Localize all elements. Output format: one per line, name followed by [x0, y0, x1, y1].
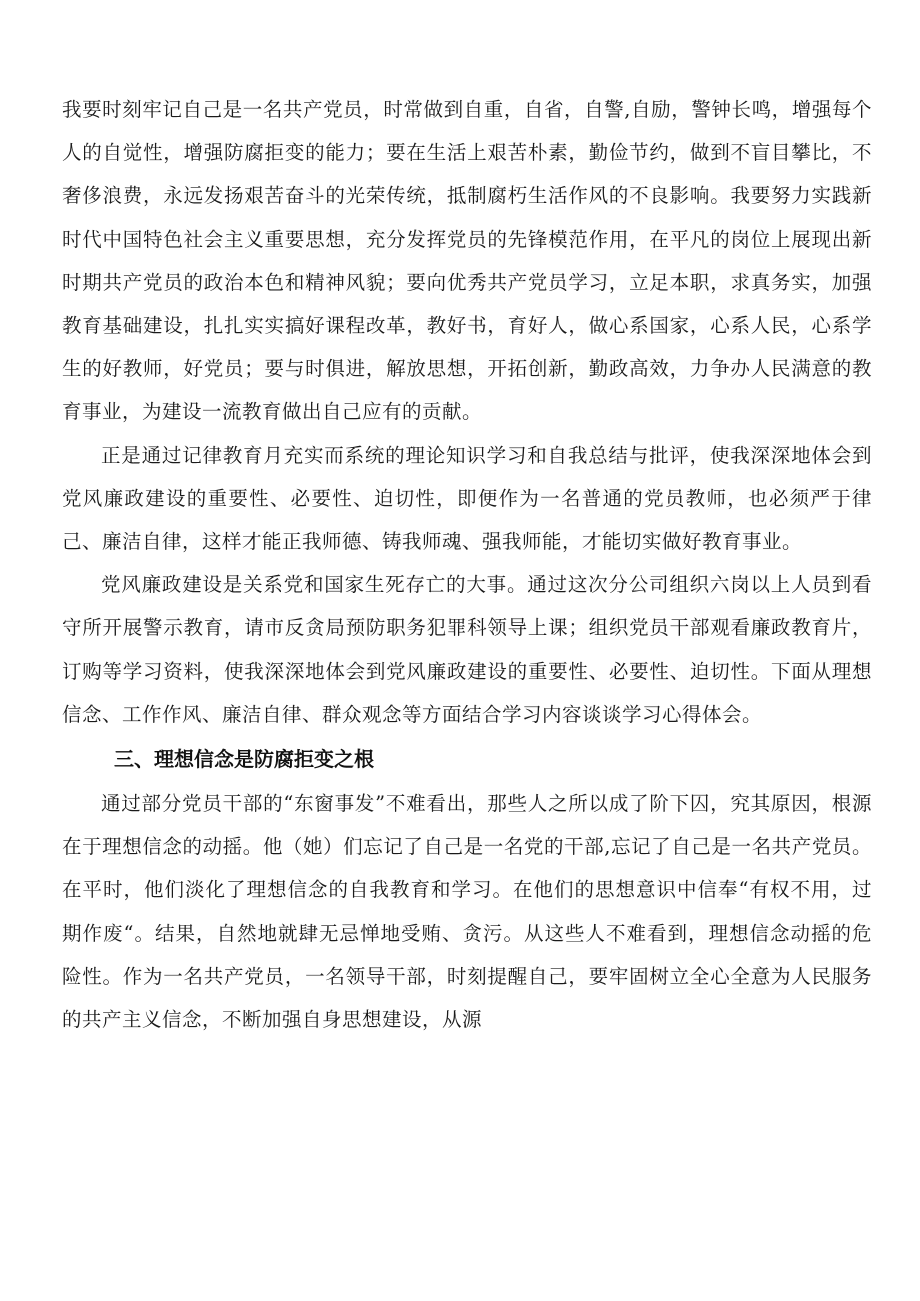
- document-body: [62, 88, 872, 1041]
- section-heading: 三、理想信念是防腐拒变之根: [114, 747, 374, 772]
- paragraph-party-conduct: 党风廉政建设是关系党和国家生死存亡的大事。通过这次分公司组织六岗以上人员到看守所开展警示教育，请市反贪局预防职务犯罪科领导上课；组织党员干部观看廉政教育片，订购等学习资料，使我深深地体会到党风廉政建设的重要性、必要性、迫切性。下面从理想信念、工作作风、廉洁自律、群众观念等方面结合学习内容谈谈学习心得体会。: [62, 573, 872, 726]
- paragraph-discipline-education: 正是通过记律教育月充实而系统的理论知识学习和自我总结与批评，使我深深地体会到党风廉政建设的重要性、必要性、迫切性，即便作为一名普通的党员教师，也必须严于律己、廉洁自律，这样才能正我师德、铸我师魂、强我师能，才能切实做好教育事业。: [62, 443, 872, 554]
- paragraph-commitment: 我要时刻牢记自己是一名共产党员，时常做到自重，自省，自警,自励，警钟长鸣，增强每个人的自觉性，增强防腐拒变的能力；要在生活上艰苦朴素，勤俭节约，做到不盲目攀比，不奢侈浪费，永远发扬艰苦奋斗的光荣传统，抵制腐朽生活作风的不良影响。我要努力实践新时代中国特色社会主义重要思想，充分发挥党员的先锋模范作用，在平凡的岗位上展现出新时期共产党员的政治本色和精神风貌；要向优秀共产党员学习，立足本职，求真务实，加强教育基础建设，扎扎实实搞好课程改革，教好书，育好人，做心系国家，心系人民，心系学生的好教师，好党员；要与时俱进，解放思想，开拓创新，勤政高效，力争办人民满意的教育事业，为建设一流教育做出自己应有的贡献。: [62, 98, 872, 424]
- paragraph-ideals-beliefs: 通过部分党员干部的“东窗事发”不难看出，那些人之所以成了阶下囚，究其原因，根源在于理想信念的动摇。他（她）们忘记了自己是一名党的干部,忘记了自己是一名共产党员。在平时，他们淡化了理想信念的自我教育和学习。在他们的思想意识中信奉“有权不用，过期作废“。结果，自然地就肆无忌惮地受贿、贪污。从这些人不难看到，理想信念动摇的危险性。作为一名共产党员，一名领导干部，时刻提醒自己，要牢固树立全心全意为人民服务的共产主义信念，不断加强自身思想建设，从源: [62, 792, 872, 1032]
